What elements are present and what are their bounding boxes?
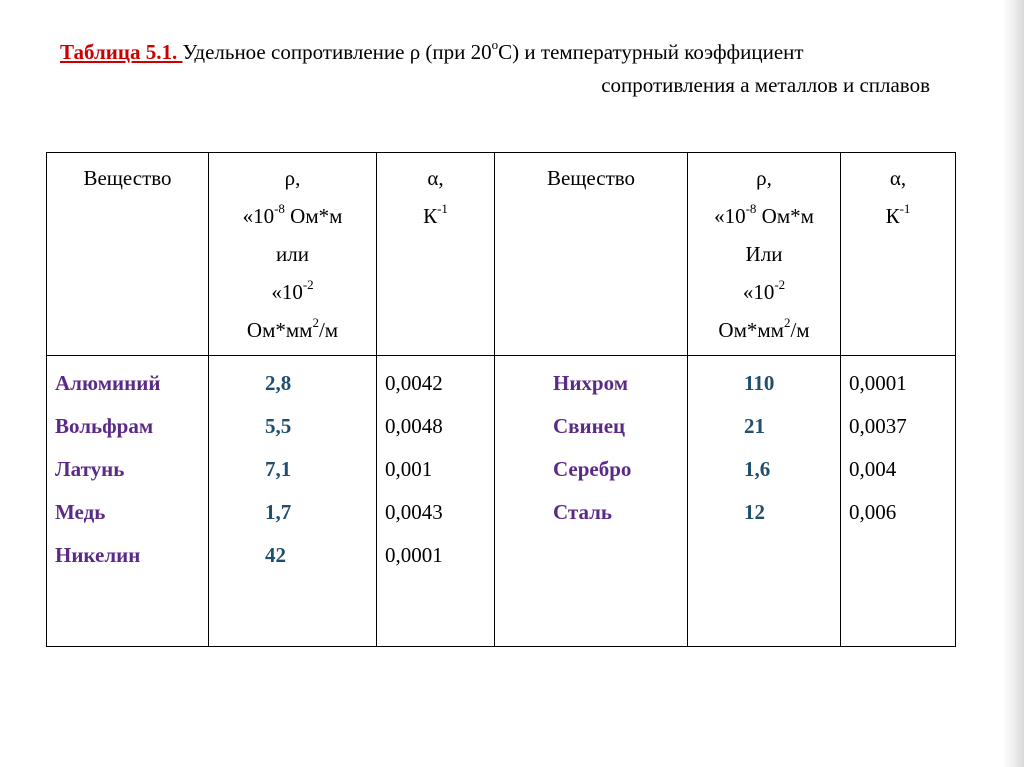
- substance-name: Медь: [55, 500, 106, 524]
- substance-name: Нихром: [553, 371, 629, 395]
- header-alpha-right: α, $К^{-1}$: [841, 153, 956, 356]
- header-alpha-left: α, $К^{-1}$: [377, 153, 495, 356]
- table-body-row: [47, 356, 956, 647]
- degree-sup: о: [491, 37, 499, 53]
- alpha-value: 0,001: [385, 457, 433, 481]
- header-rho-left: ρ, «$10^{-8}$ Ом*м или «$10^{-2}$ $Ом*мм^2/м$: [209, 153, 377, 356]
- rho-value: 2,8: [265, 371, 292, 395]
- caption-text-a: Удельное сопротивление ρ (при 20: [182, 40, 492, 64]
- rho-value: 5,5: [265, 414, 292, 438]
- header-substance-right: Вещество: [495, 153, 688, 356]
- alpha-value: 0,004: [849, 457, 897, 481]
- header-substance-left: Вещество: [47, 153, 209, 356]
- right-rho-cell: [688, 356, 841, 647]
- substance-name: Сталь: [553, 500, 613, 524]
- header-rho-right: ρ, «$10^{-8}$ Ом*м Или «$10^{-2}$ $Ом*мм^2/м$: [688, 153, 841, 356]
- alpha-value: 0,0001: [849, 371, 907, 395]
- rho-value: 1,7: [265, 500, 292, 524]
- substance-name: Алюминий: [55, 371, 161, 395]
- rho-value: 12: [744, 500, 765, 524]
- caption-line-1: [60, 36, 980, 69]
- substance-name: Серебро: [553, 457, 632, 481]
- right-alpha-cell: [841, 356, 956, 647]
- substance-name: Вольфрам: [55, 414, 154, 438]
- rho-value: 7,1: [265, 457, 292, 481]
- slide-edge-shadow: [1002, 0, 1024, 767]
- alpha-value: 0,0001: [385, 543, 443, 567]
- substance-name: Свинец: [553, 414, 626, 438]
- left-alpha-cell: [377, 356, 495, 647]
- right-names-cell: [495, 356, 688, 647]
- alpha-value: 0,0037: [849, 414, 907, 438]
- caption-line-2: сопротивления а металлов и сплавов: [601, 73, 930, 97]
- resistivity-table: [46, 152, 956, 647]
- rho-value: 21: [744, 414, 765, 438]
- substance-name: Латунь: [55, 457, 125, 481]
- alpha-value: 0,0042: [385, 371, 443, 395]
- rho-value: 42: [265, 543, 286, 567]
- rho-value: 110: [744, 371, 775, 395]
- table-header-row: [47, 153, 956, 356]
- caption-text-b: С) и температурный коэффициент: [498, 40, 804, 64]
- alpha-value: 0,006: [849, 500, 897, 524]
- left-rho-cell: [209, 356, 377, 647]
- left-names-cell: [47, 356, 209, 647]
- substance-name: Никелин: [55, 543, 141, 567]
- table-caption: [60, 36, 980, 102]
- rho-value: 1,6: [744, 457, 771, 481]
- alpha-value: 0,0043: [385, 500, 443, 524]
- alpha-value: 0,0048: [385, 414, 443, 438]
- caption-label: Таблица 5.1.: [60, 40, 183, 64]
